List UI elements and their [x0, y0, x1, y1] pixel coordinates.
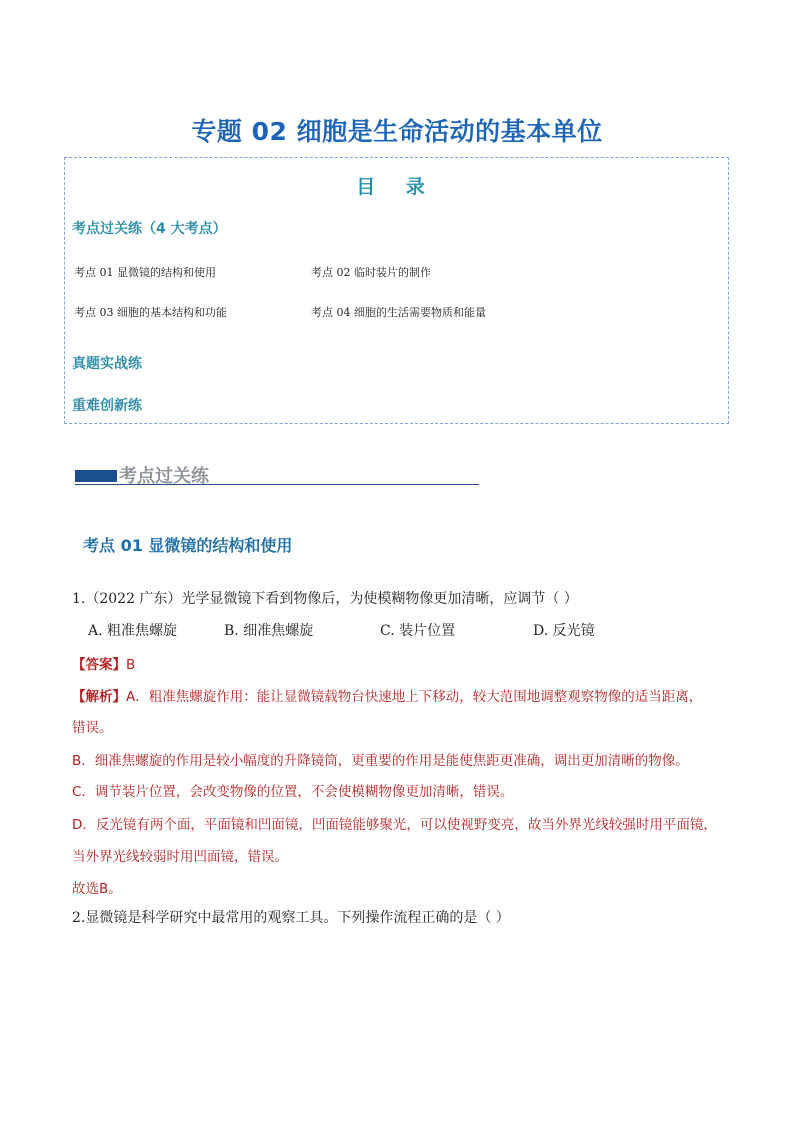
conclusion-line: 故选B。: [72, 881, 122, 897]
point-title: 考点 01 显微镜的结构和使用: [83, 536, 293, 555]
toc-heading: 目 录: [356, 176, 437, 198]
question-1-stem: 1.（2022 广东）光学显微镜下看到物像后，为使模糊物像更加清晰，应调节（ ）: [72, 591, 578, 607]
analysis-b-line: B．细准焦螺旋的作用是较小幅度的升降镜筒，更重要的作用是能使焦距更准确，调出更加清晰的物像。: [72, 753, 689, 769]
band-bar: [75, 470, 117, 482]
toc-section-real-exam[interactable]: 真题实战练: [72, 356, 142, 372]
analysis-tag: 【解析】: [72, 689, 126, 705]
section-band: [75, 462, 479, 486]
table-of-contents: [64, 157, 729, 424]
question-2-stem: 2.显微镜是科学研究中最常用的观察工具。下列操作流程正确的是（ ）: [72, 910, 510, 926]
answer-tag: 【答案】: [72, 657, 126, 673]
toc-section-innovation[interactable]: 重难创新练: [72, 398, 142, 414]
analysis-a-line-2: 错误。: [72, 720, 113, 736]
toc-item-01[interactable]: 考点 01 显微镜的结构和使用: [74, 266, 216, 279]
page-title: 专题 02 细胞是生命活动的基本单位: [191, 117, 603, 146]
analysis-d-line-1: D．反光镜有两个面，平面镜和凹面镜，凹面镜能够聚光，可以使视野变亮，故当外界光线较强时用平面镜，: [72, 817, 717, 833]
question-1-option-d: D. 反光镜: [533, 623, 595, 639]
question-1-option-c: C. 装片位置: [380, 623, 456, 639]
toc-item-03[interactable]: 考点 03 细胞的基本结构和功能: [74, 306, 227, 319]
toc-item-02[interactable]: 考点 02 临时装片的制作: [311, 266, 431, 279]
answer-value: B: [126, 657, 136, 673]
analysis-c-line: C．调节装片位置，会改变物像的位置，不会使模糊物像更加清晰，错误。: [72, 784, 514, 800]
answer-line: [72, 653, 135, 673]
question-1-option-a: A. 粗准焦螺旋: [88, 623, 178, 639]
toc-section-practice[interactable]: 考点过关练（4 大考点）: [72, 221, 227, 237]
band-label: 考点过关练: [119, 466, 209, 487]
toc-item-04[interactable]: 考点 04 细胞的生活需要物质和能量: [311, 306, 486, 319]
analysis-a-line-1: [72, 685, 702, 705]
analysis-d-line-2: 当外界光线较弱时用凹面镜，错误。: [72, 849, 288, 865]
analysis-a-text: A．粗准焦螺旋作用：能让显微镜载物台快速地上下移动，较大范围地调整观察物像的适当距离，: [126, 689, 703, 705]
question-1-option-b: B. 细准焦螺旋: [224, 623, 314, 639]
